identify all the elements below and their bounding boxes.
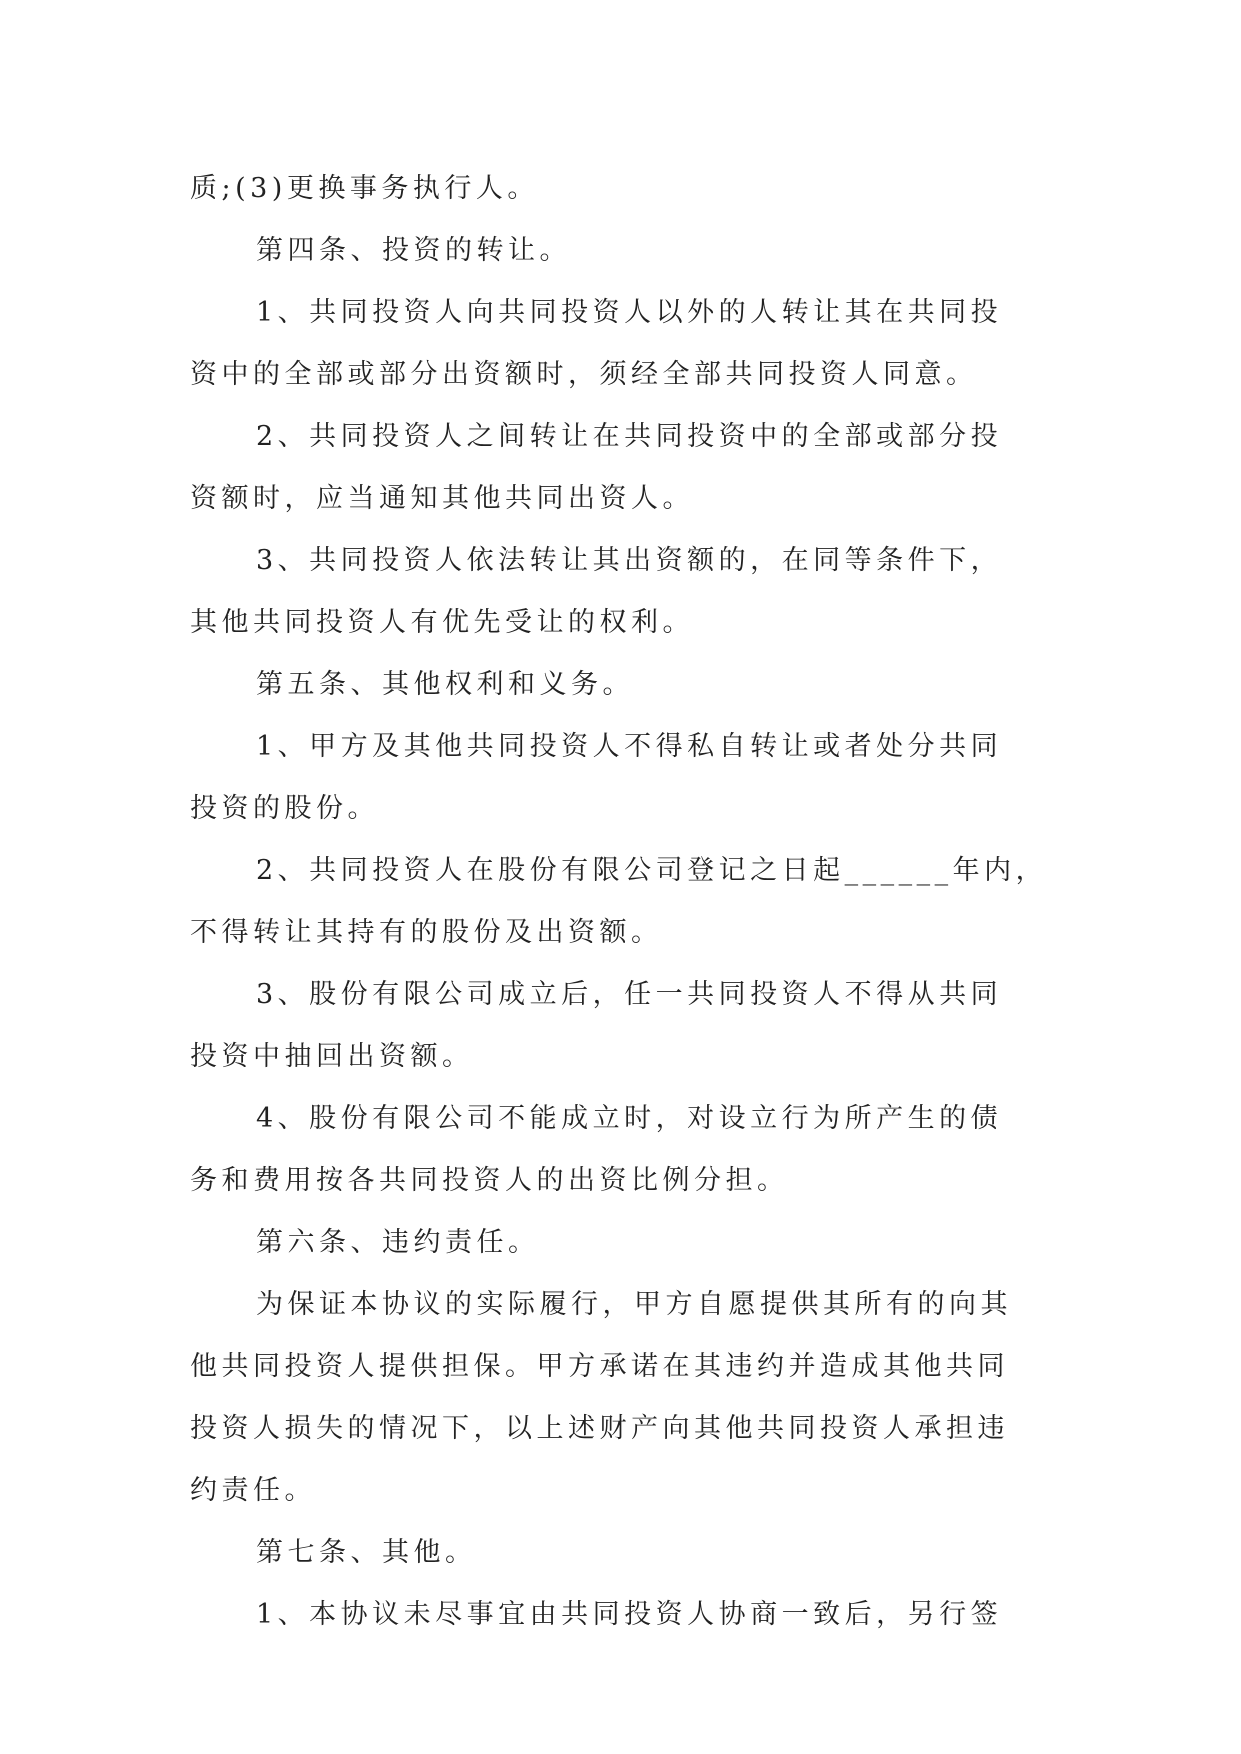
text-line: 质;(3)更换事务执行人。 xyxy=(190,173,539,204)
document-body xyxy=(190,158,1050,1646)
text-line: 投资人损失的情况下，以上述财产向其他共同投资人承担违 xyxy=(190,1413,1009,1444)
text-line: 2、共同投资人在股份有限公司登记之日起______年内， xyxy=(256,855,1048,886)
text-line: 第五条、其他权利和义务。 xyxy=(256,669,634,700)
text-line: 为保证本协议的实际履行，甲方自愿提供其所有的向其 xyxy=(256,1289,1012,1320)
text-line: 1、共同投资人向共同投资人以外的人转让其在共同投 xyxy=(256,297,1003,328)
text-line: 第四条、投资的转让。 xyxy=(256,235,571,266)
text-line: 投资中抽回出资额。 xyxy=(190,1041,474,1072)
text-line: 资额时，应当通知其他共同出资人。 xyxy=(190,483,694,514)
text-line: 资中的全部或部分出资额时，须经全部共同投资人同意。 xyxy=(190,359,978,390)
text-line: 第七条、其他。 xyxy=(256,1537,477,1568)
text-line: 第六条、违约责任。 xyxy=(256,1227,540,1258)
text-line: 1、甲方及其他共同投资人不得私自转让或者处分共同 xyxy=(256,731,1003,762)
text-line: 2、共同投资人之间转让在共同投资中的全部或部分投 xyxy=(256,421,1003,452)
text-line: 不得转让其持有的股份及出资额。 xyxy=(190,917,663,948)
text-line: 1、本协议未尽事宜由共同投资人协商一致后，另行签 xyxy=(256,1599,1003,1630)
text-line: 投资的股份。 xyxy=(190,793,379,824)
text-line: 其他共同投资人有优先受让的权利。 xyxy=(190,607,694,638)
text-line: 约责任。 xyxy=(190,1475,316,1506)
text-line: 务和费用按各共同投资人的出资比例分担。 xyxy=(190,1165,789,1196)
text-line: 3、共同投资人依法转让其出资额的，在同等条件下， xyxy=(256,545,1003,576)
text-line: 他共同投资人提供担保。甲方承诺在其违约并造成其他共同 xyxy=(190,1351,1009,1382)
text-line: 4、股份有限公司不能成立时，对设立行为所产生的债 xyxy=(256,1103,1003,1134)
text-line: 3、股份有限公司成立后，任一共同投资人不得从共同 xyxy=(256,979,1003,1010)
